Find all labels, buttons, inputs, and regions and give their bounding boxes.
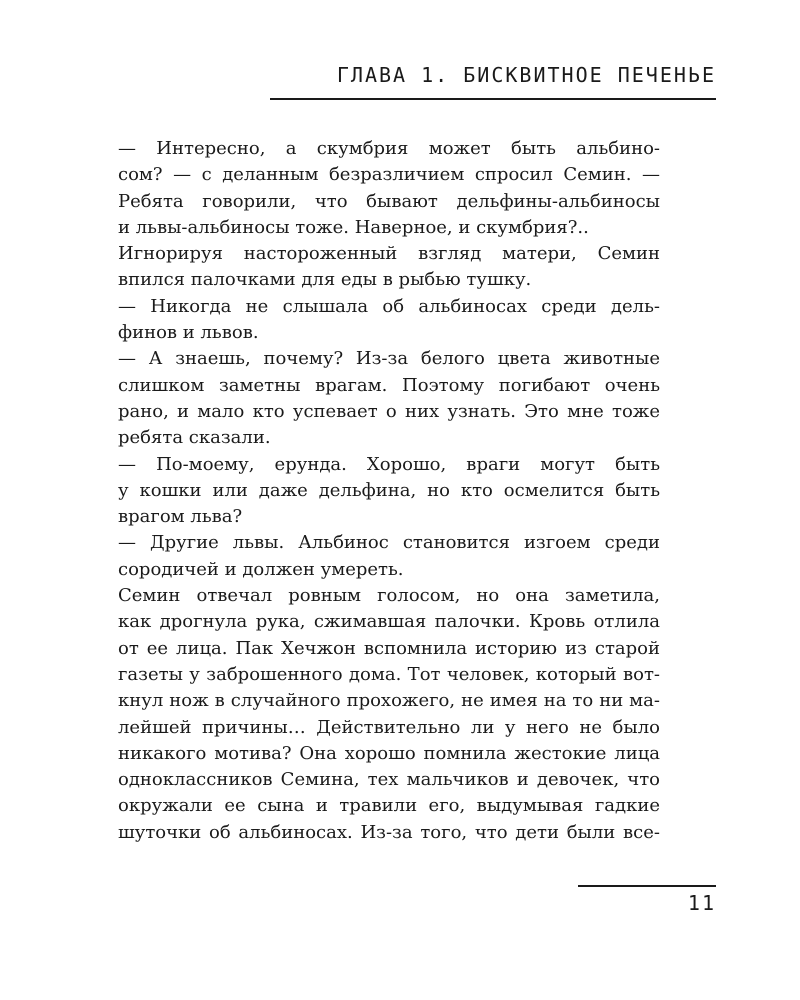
text-line: — Интересно, а скумбрия может быть альбино- <box>118 138 660 159</box>
text-line: впился палочками для еды в рыбью тушку. <box>118 269 532 291</box>
paragraph-5 <box>118 452 660 531</box>
text-line: слишком заметны врагам. Поэтому погибают очень <box>118 374 660 396</box>
text-line: Семин отвечал ровным голосом, но она заметила, <box>118 585 660 607</box>
text-line: сородичей и должен умереть. <box>118 558 404 580</box>
paragraph-7 <box>118 583 660 846</box>
paragraph-1 <box>118 136 660 241</box>
header-rule <box>270 98 716 100</box>
text-line: у кошки или даже дельфина, но кто осмелится быть <box>118 479 660 501</box>
paragraph-6 <box>118 530 660 583</box>
text-line: как дрогнула рука, сжимавшая палочки. Кровь отлила <box>118 611 660 633</box>
text-line: газеты у заброшенного дома. Тот человек, который вот- <box>118 663 660 685</box>
page-number: 11 <box>687 891 716 915</box>
paragraph-4 <box>118 346 660 451</box>
paragraph-2 <box>118 241 660 294</box>
text-line: финов и львов. <box>118 322 259 344</box>
text-line: и львы-альбиносы тоже. Наверное, и скумбрия?.. <box>118 216 589 238</box>
text-line: окружали ее сына и травили его, выдумывая гадкие <box>118 795 660 817</box>
text-line: никакого мотива? Она хорошо помнила жестокие лица <box>118 742 660 764</box>
footer-rule <box>578 885 716 887</box>
text-line: Ребята говорили, что бывают дельфины-альбиносы <box>118 190 660 212</box>
text-line: — Никогда не слышала об альбиносах среди дель- <box>118 295 660 317</box>
text-line: шуточки об альбиносах. Из-за того, что дети были все- <box>118 821 660 843</box>
text-line: — Другие львы. Альбинос становится изгоем среди <box>118 532 660 554</box>
text-line: лейшей причины… Действительно ли у него не было <box>118 716 660 738</box>
text-line: кнул нож в случайного прохожего, не имея на то ни ма- <box>118 690 660 712</box>
text-line: ребята сказали. <box>118 427 271 449</box>
text-line: — А знаешь, почему? Из-за белого цвета животные <box>118 348 660 370</box>
text-line: сом? — с деланным безразличием спросил Семин. — <box>118 164 660 186</box>
body-text <box>118 136 660 846</box>
text-line: — По-моему, ерунда. Хорошо, враги могут быть <box>118 453 660 475</box>
text-line: Игнорируя настороженный взгляд матери, Семин <box>118 243 660 265</box>
running-head-title: ГЛАВА 1. БИСКВИТНОЕ ПЕЧЕНЬЕ <box>336 63 716 87</box>
text-line: одноклассников Семина, тех мальчиков и девочек, что <box>118 769 660 791</box>
text-line: от ее лица. Пак Хечжон вспомнила историю из старой <box>118 637 660 659</box>
paragraph-3 <box>118 294 660 347</box>
text-line: врагом льва? <box>118 506 243 528</box>
text-line: рано, и мало кто успевает о них узнать. Это мне тоже <box>118 400 660 422</box>
